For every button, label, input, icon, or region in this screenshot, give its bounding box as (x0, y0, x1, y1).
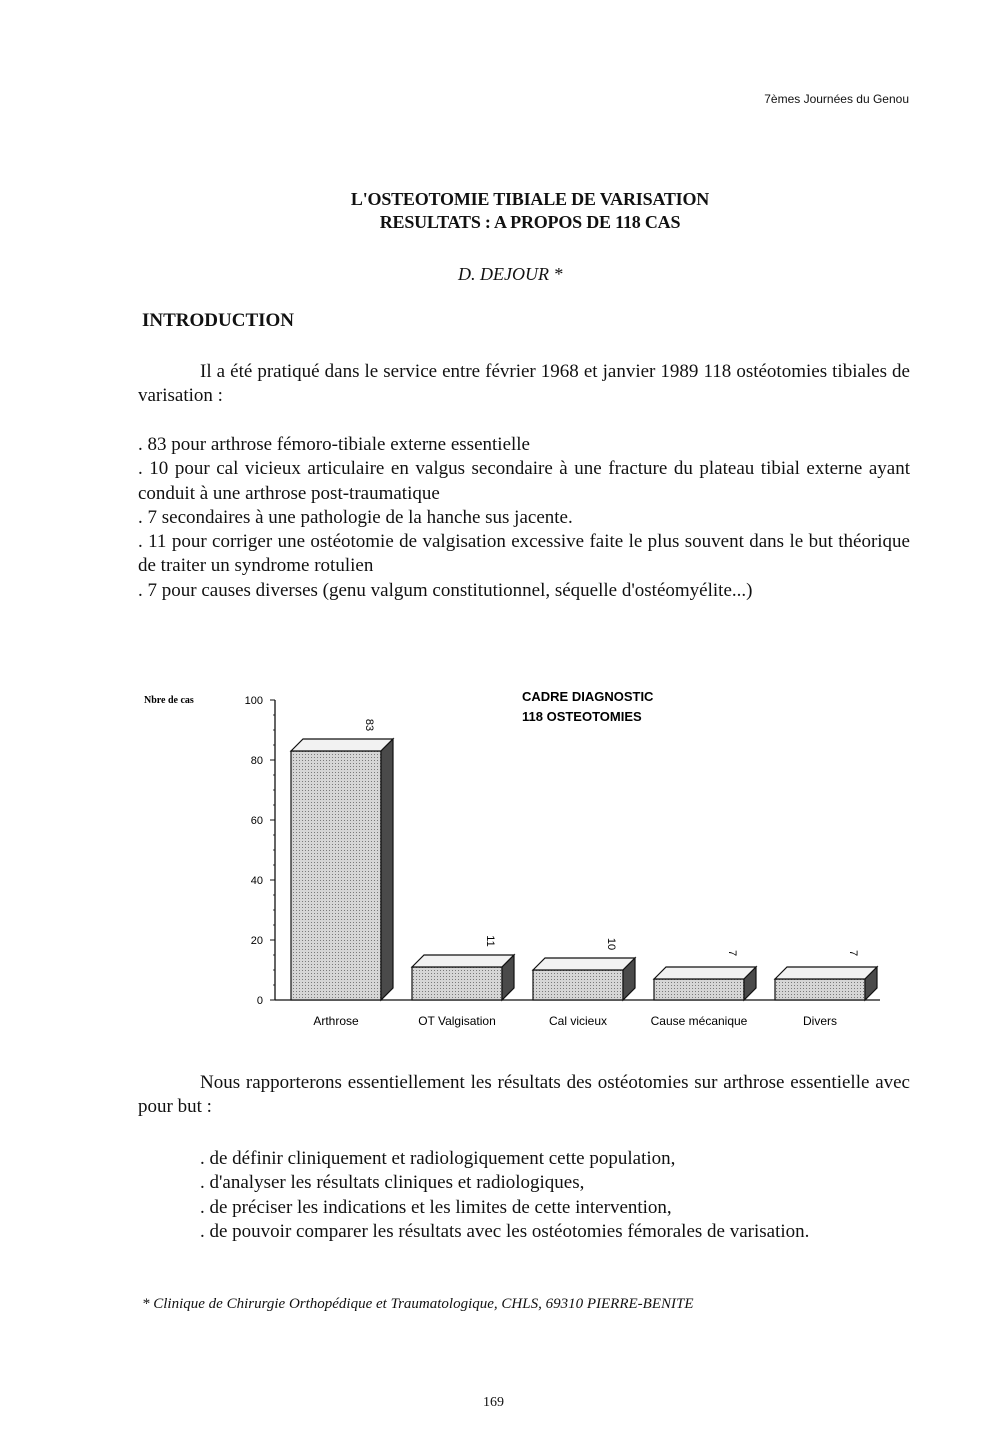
list-item: . 10 pour cal vicieux articulaire en valgus secondaire à une fracture du plateau tibial externe ayant conduit à une arthrose post-traumatique (138, 458, 910, 504)
y-tick-label: 60 (250, 815, 263, 827)
bar-top-face (533, 958, 635, 970)
aim-item: . de pouvoir comparer les résultats avec les ostéotomies fémorales de varisation. (200, 1220, 810, 1242)
data-label: 11 (484, 935, 496, 947)
y-tick-label: 40 (250, 875, 263, 887)
bar-top-face (775, 967, 877, 979)
y-tick-label: 0 (256, 995, 263, 1007)
category-label: Arthrose (313, 1014, 359, 1028)
data-label: 10 (605, 937, 617, 951)
bar (654, 979, 744, 1000)
affiliation-footnote: * Clinique de Chirurgie Orthopédique et Traumatologique, CHLS, 69310 PIERRE-BENITE (142, 1296, 694, 1312)
data-label: 7 (726, 949, 738, 957)
bar-side-face (381, 739, 393, 1000)
conclusion-paragraph: Nous rapporterons essentiellement les résultats des ostéotomies sur arthrose essentielle avec pour but : (138, 1072, 910, 1118)
title-line-1: L'OSTEOTOMIE TIBIALE DE VARISATION (350, 189, 710, 209)
diagnosis-list (138, 433, 910, 603)
category-label: Divers (802, 1014, 838, 1028)
category-label: OT Valgisation (418, 1014, 496, 1028)
conclusion-paragraph-block (138, 1071, 910, 1120)
bar (533, 970, 623, 1000)
y-tick-label: 80 (250, 755, 263, 767)
data-label: 83 (363, 718, 375, 732)
bar-group (775, 950, 877, 1028)
bar-group (291, 719, 393, 1028)
bar-group (412, 935, 514, 1028)
bar-group (651, 950, 756, 1028)
category-label: Cal vicieux (548, 1014, 608, 1028)
aim-item: . d'analyser les résultats cliniques et radiologiques, (200, 1172, 585, 1194)
bar-top-face (291, 739, 393, 751)
bar (291, 751, 381, 1000)
bar-group (533, 938, 635, 1028)
chart-subtitle: 118 OSTEOTOMIES (522, 709, 642, 724)
bar-top-face (412, 955, 514, 967)
list-item: . 7 pour causes diverses (genu valgum constitutionnel, séquelle d'ostéomyélite...) (138, 579, 753, 601)
list-item: . 83 pour arthrose fémoro-tibiale externe essentielle (138, 434, 530, 455)
page-number: 169 (483, 1395, 504, 1410)
y-axis-label: Nbre de cas (144, 695, 194, 706)
title-line-2: RESULTATS : A PROPOS DE 118 CAS (379, 212, 681, 232)
category-label: Cause mécanique (650, 1014, 748, 1028)
bar (775, 979, 865, 1000)
bar-top-face (654, 967, 756, 979)
chart-title: CADRE DIAGNOSTIC (522, 689, 654, 704)
aim-item: . de préciser les indications et les limites de cette intervention, (200, 1196, 672, 1218)
y-tick-label: 20 (250, 935, 263, 947)
diagnosis-bar-chart (140, 682, 900, 1032)
running-header: 7èmes Journées du Genou (764, 92, 909, 106)
aim-item: . de définir cliniquement et radiologiquement cette population, (200, 1148, 676, 1169)
list-item: . 11 pour corriger une ostéotomie de valgisation excessive faite le plus souvent dans le but théorique de traiter un syndrome rotulien (138, 531, 910, 577)
data-label: 7 (847, 949, 859, 957)
section-heading: INTRODUCTION (142, 310, 295, 331)
article-title (0, 188, 987, 234)
bar (412, 967, 502, 1000)
author-name: D. DEJOUR * (458, 264, 563, 284)
intro-paragraph: Il a été pratiqué dans le service entre février 1968 et janvier 1989 118 ostéotomies tibiales de varisation : (138, 361, 910, 407)
y-tick-label: 100 (244, 695, 263, 707)
aims-list (200, 1147, 880, 1244)
intro-paragraph-block (138, 360, 910, 409)
list-item: . 7 secondaires à une pathologie de la hanche sus jacente. (138, 506, 573, 528)
chart-svg (140, 682, 900, 1032)
